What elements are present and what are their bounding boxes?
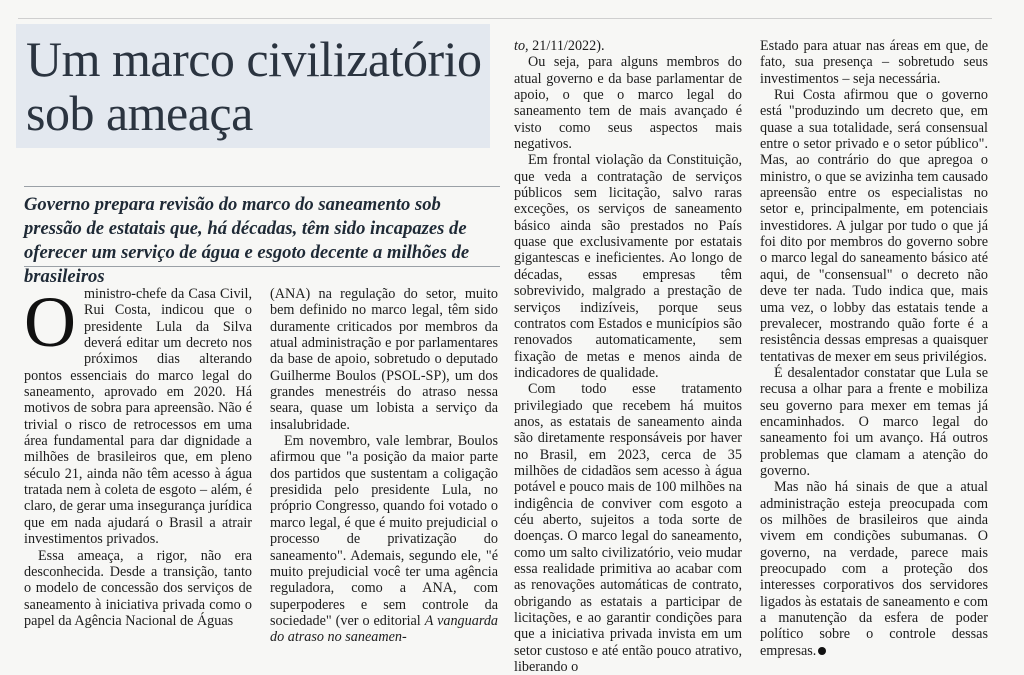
top-rule (18, 18, 992, 19)
end-of-article-icon (818, 647, 826, 655)
paragraph: Com todo esse tratamento privilegiado que recebem há muitos anos, as estatais de saneamento ainda são diretamente responsáveis por haver no Brasil, em 2023, cerca de 35 milhões de cidadãos sem acesso à água potável e pouco mais de 100 milhões na indigência de conviver com esgoto a céu aberto, sujeitos a toda sorte de doenças. O marco legal do saneamento, como um salto civilizatório, veio mudar essa realidade primitiva ao acabar com as renovações automáticas de contrato, obrigando as estatais a participar de licitações, e ao garantir condições para que a iniciativa privada invista em um setor custoso e até então pouco atrativo, liberando o (514, 381, 742, 675)
article-column-4 (760, 38, 988, 659)
headline-line-1: Um marco civilizatório (26, 31, 482, 87)
headline (26, 32, 482, 140)
drop-cap: O (24, 282, 76, 362)
paragraph: to, 21/11/2022). (514, 38, 605, 54)
paragraph: Essa ameaça, a rigor, não era desconhecida. Desde a transição, tanto o modelo de concessão dos serviços de saneamento à iniciativa privada como o papel da Agência Nacional de Águas (24, 547, 252, 629)
paragraph: Ou seja, para alguns membros do atual governo e da base parlamentar de apoio, o que o marco legal do saneamento tem de mais avançado é visto como seus aspectos mais negativos. (514, 54, 742, 153)
editorial-title-end: to (514, 38, 526, 54)
paragraph: Em frontal violação da Constituição, que veda a contratação de serviços públicos sem licitação, salvo raras exceções, os serviços de saneamento básico ainda são prestados no País quase que exclusivamente por estatais gigantescas e ineficientes. Ao longo de décadas, essas empresas têm sobrevivido, malgrado a prestação de serviços indizíveis, porque seus contratos com Estados e municípios são renovados automaticamente, sem fixação de metas e menos ainda de indicadores de qualidade. (514, 152, 742, 381)
editorial-title: A vanguarda do atraso no saneamen- (270, 612, 499, 646)
lead-paragraph: Oministro-chefe da Casa Civil, Rui Costa, indicou que o presidente Lula da Silva deverá editar um decreto nos próximos dias alterando pontos essenciais do marco legal do saneamento, aprovado em 2020. Há motivos de sobra para apreensão. Não é trivial o risco de retrocessos em uma área fundamental para dar dignidade a milhões de brasileiros que, em pleno século 21, ainda não têm acesso à água tratada nem à coleta de esgoto – além, é claro, de gerar uma insegurança jurídica que em nada ajudará o Brasil a atrair investimentos privados. (24, 282, 252, 548)
headline-box (16, 24, 490, 148)
deck-bottom-rule (24, 266, 500, 267)
paragraph: Em novembro, vale lembrar, Boulos afirmou que "a posição da maior parte dos partidos que sustentam a coligação presidida pelo presidente Lula, no próprio Congresso, quando foi votado o marco legal, é que é muito prejudicial o processo de privatização do saneamento". Ademais, segundo ele, "é muito prejudicial você ter uma agência reguladora, como a ANA, com superpoderes e sem controle da sociedade" (ver o editorial A vanguarda do atraso no saneamen- (270, 433, 499, 646)
paragraph: Mas não há sinais de que a atual administração esteja preocupada com os milhões de brasileiros que ainda vivem em condições subumanas. O governo, na verdade, parece mais preocupado com a proteção dos interesses corporativos dos servidores ligados às estatais de saneamento e com a manutenção da esfera de poder político sobre o controle dessas empresas. (760, 479, 988, 659)
paragraph: Rui Costa afirmou que o governo está "produzindo um decreto que, em quase a sua totalidade, será consensual entre o setor privado e o setor público". Mas, ao contrário do que apregoa o ministro, o que se avizinha tem causado apreensão entre os especialistas no setor e, principalmente, em potenciais investidores. A julgar por tudo o que já foi dito por membros do governo sobre o marco legal do saneamento básico até aqui, de "consensual" o decreto não deve ter nada. Tudo indica que, mais uma vez, o lobby das estatais tende a prevalecer, mostrando quão forte é a resistência dessas empresas a quaisquer tentativas de mexer em seus privilégios. (760, 87, 988, 365)
article-column-2 (270, 286, 498, 646)
paragraph: (ANA) na regulação do setor, muito bem definido no marco legal, têm sido duramente criticados por membros da atual administração e por parlamentares da base de apoio, sobretudo o deputado Guilherme Boulos (PSOL-SP), um dos grandes menestréis do atraso nessa seara, quase um lobista a serviço da insalubridade. (270, 286, 498, 433)
article-column-3 (514, 38, 742, 675)
headline-line-2: sob ameaça (26, 85, 253, 141)
paragraph: É desalentador constatar que Lula se recusa a olhar para a frente e mobiliza seu governo para mexer em temas já encaminhados. O marco legal do saneamento foi um avanço. Há outros problemas que clamam a atenção do governo. (760, 364, 988, 479)
article-column-1 (24, 282, 252, 629)
paragraph: Estado para atuar nas áreas em que, de fato, sua presença – sobretudo seus investimentos – seja necessária. (760, 38, 988, 87)
deck-subtitle: Governo prepara revisão do marco do saneamento sob pressão de estatais que, há décadas, têm sido incapazes de oferecer um serviço de água e esgoto decente a milhões de brasileiros (24, 194, 470, 287)
deck-top-rule (24, 186, 500, 187)
